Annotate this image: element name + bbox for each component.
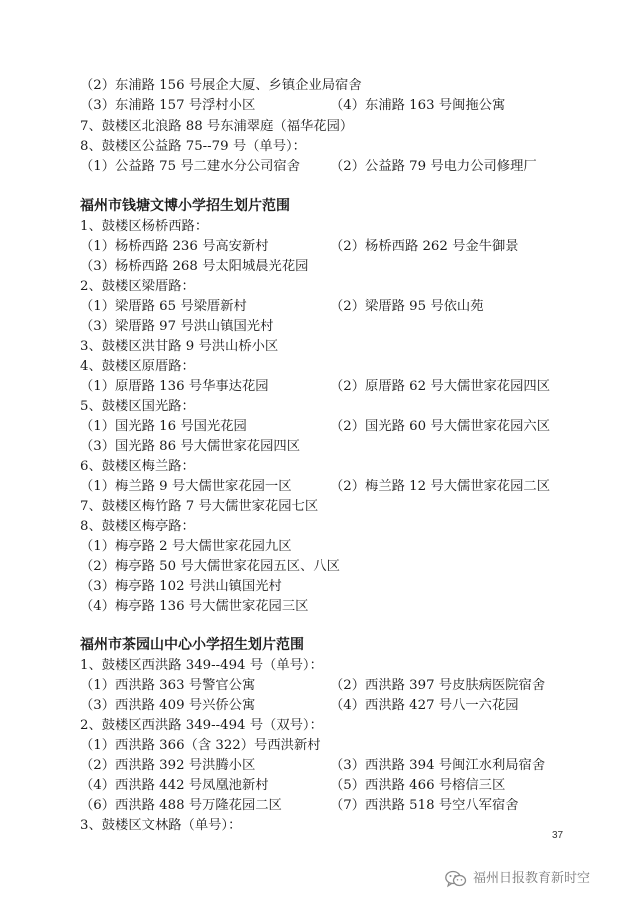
- line-text: （1）公益路 75 号二建水分公司宿舍: [80, 159, 300, 174]
- line-text: （2）梅亭路 50 号大儒世家花园五区、八区: [80, 559, 340, 574]
- line-text-col2: （3）西洪路 394 号闽江水利局宿舍: [330, 758, 546, 773]
- list-line: [80, 277, 195, 297]
- line-text-col2: （2）国光路 60 号大儒世家花园六区: [330, 419, 550, 434]
- list-line: [80, 796, 519, 816]
- list-line: [80, 656, 323, 676]
- watermark: [445, 868, 590, 890]
- list-line: [80, 377, 550, 397]
- list-line: [80, 676, 546, 696]
- section-heading: 福州市钱塘文博小学招生划片范围: [80, 198, 290, 214]
- line-text: 3、鼓楼区洪甘路 9 号洪山桥小区: [80, 339, 279, 354]
- line-text-col2: （2）原厝路 62 号大儒世家花园四区: [330, 379, 550, 394]
- line-text-col2: （4）西洪路 427 号八一六花园: [330, 698, 519, 713]
- line-text: （1）梅亭路 2 号大儒世家花园九区: [80, 539, 292, 554]
- line-text: （3）国光路 86 号大儒世家花园四区: [80, 439, 300, 454]
- list-line: [80, 736, 321, 756]
- line-text-col2: （4）东浦路 163 号闽拖公寓: [330, 98, 506, 113]
- list-line: [80, 357, 195, 377]
- line-text: （3）梅亭路 102 号洪山镇国光村: [80, 579, 282, 594]
- list-line: [80, 157, 537, 177]
- line-text-col2: （5）西洪路 466 号榕信三区: [330, 778, 506, 793]
- line-text: （2）东浦路 156 号展企大厦、乡镇企业局宿舍: [80, 78, 362, 93]
- line-text: 2、鼓楼区西洪路 349--494 号（双号）：: [80, 718, 323, 733]
- list-line: [80, 517, 195, 537]
- list-line: [80, 137, 306, 157]
- list-line: [80, 217, 208, 237]
- list-line: [80, 557, 340, 577]
- line-text-col2: （2）西洪路 397 号皮肤病医院宿舍: [330, 678, 546, 693]
- line-text: 7、鼓楼区梅竹路 7 号大儒世家花园七区: [80, 499, 319, 514]
- list-line: [80, 117, 353, 137]
- line-text: （1）梅兰路 9 号大儒世家花园一区: [80, 479, 292, 494]
- page-number: 37: [552, 830, 564, 841]
- line-text: （3）东浦路 157 号浮村小区: [80, 98, 256, 113]
- line-text: （3）梁厝路 97 号洪山镇国光村: [80, 319, 274, 334]
- list-line: [80, 537, 292, 557]
- line-text: 8、鼓楼区公益路 75--79 号（单号）：: [80, 139, 306, 154]
- line-text: 6、鼓楼区梅兰路：: [80, 459, 195, 474]
- list-line: [80, 696, 519, 716]
- line-text: （1）杨桥西路 236 号高安新村: [80, 239, 269, 254]
- line-text: （3）杨桥西路 268 号太阳城晨光花园: [80, 259, 309, 274]
- line-text-col2: （2）梁厝路 95 号依山苑: [330, 299, 484, 314]
- line-text: 1、鼓楼区杨桥西路：: [80, 219, 209, 234]
- list-line: [80, 297, 484, 317]
- list-line: [80, 457, 195, 477]
- list-line: [80, 397, 195, 417]
- section-heading: 福州市茶园山中心小学招生划片范围: [80, 637, 304, 653]
- list-line: [80, 816, 241, 836]
- list-line: [80, 437, 300, 457]
- watermark-text: 福州日报教育新时空: [473, 871, 591, 886]
- line-text: 8、鼓楼区梅亭路：: [80, 519, 195, 534]
- line-text-col2: （2）梅兰路 12 号大儒世家花园二区: [330, 479, 550, 494]
- line-text: 3、鼓楼区文林路（单号）：: [80, 818, 242, 833]
- list-line: [80, 337, 278, 357]
- line-text: （1）西洪路 363 号警官公寓: [80, 678, 256, 693]
- line-text: （4）西洪路 442 号凤凰池新村: [80, 778, 269, 793]
- list-line: [80, 477, 550, 497]
- line-text: （3）西洪路 409 号兴侨公寓: [80, 698, 256, 713]
- list-line: [80, 776, 506, 796]
- list-line: [80, 756, 546, 776]
- list-line: [80, 317, 273, 337]
- list-line: [80, 417, 550, 437]
- line-text: （2）西洪路 392 号洪腾小区: [80, 758, 256, 773]
- line-text: 5、鼓楼区国光路：: [80, 399, 195, 414]
- list-line: [80, 257, 308, 277]
- list-line: [80, 716, 323, 736]
- line-text: 2、鼓楼区梁厝路：: [80, 279, 195, 294]
- line-text: （1）西洪路 366（含 322）号西洪新村: [80, 738, 321, 753]
- line-text: 4、鼓楼区原厝路：: [80, 359, 195, 374]
- list-line: [80, 76, 362, 96]
- list-line: [80, 577, 282, 597]
- line-text: （1）国光路 16 号国光花园: [80, 419, 247, 434]
- line-text-col2: （2）杨桥西路 262 号金牛御景: [330, 239, 519, 254]
- line-text: 7、鼓楼区北浪路 88 号东浦翠庭（福华花园）: [80, 119, 354, 134]
- line-text-col2: （2）公益路 79 号电力公司修理厂: [330, 159, 537, 174]
- line-text-col2: （7）西洪路 518 号空八军宿舍: [330, 798, 519, 813]
- list-line: [80, 597, 308, 617]
- line-text: （1）梁厝路 65 号梁厝新村: [80, 299, 247, 314]
- line-text: （6）西洪路 488 号万隆花园二区: [80, 798, 282, 813]
- wechat-icon: [445, 870, 467, 888]
- list-line: [80, 497, 318, 517]
- line-text: （4）梅亭路 136 号大儒世家花园三区: [80, 599, 309, 614]
- list-line: [80, 237, 519, 257]
- line-text: 1、鼓楼区西洪路 349--494 号（单号）：: [80, 658, 323, 673]
- list-line: [80, 96, 506, 116]
- line-text: （1）原厝路 136 号华事达花园: [80, 379, 269, 394]
